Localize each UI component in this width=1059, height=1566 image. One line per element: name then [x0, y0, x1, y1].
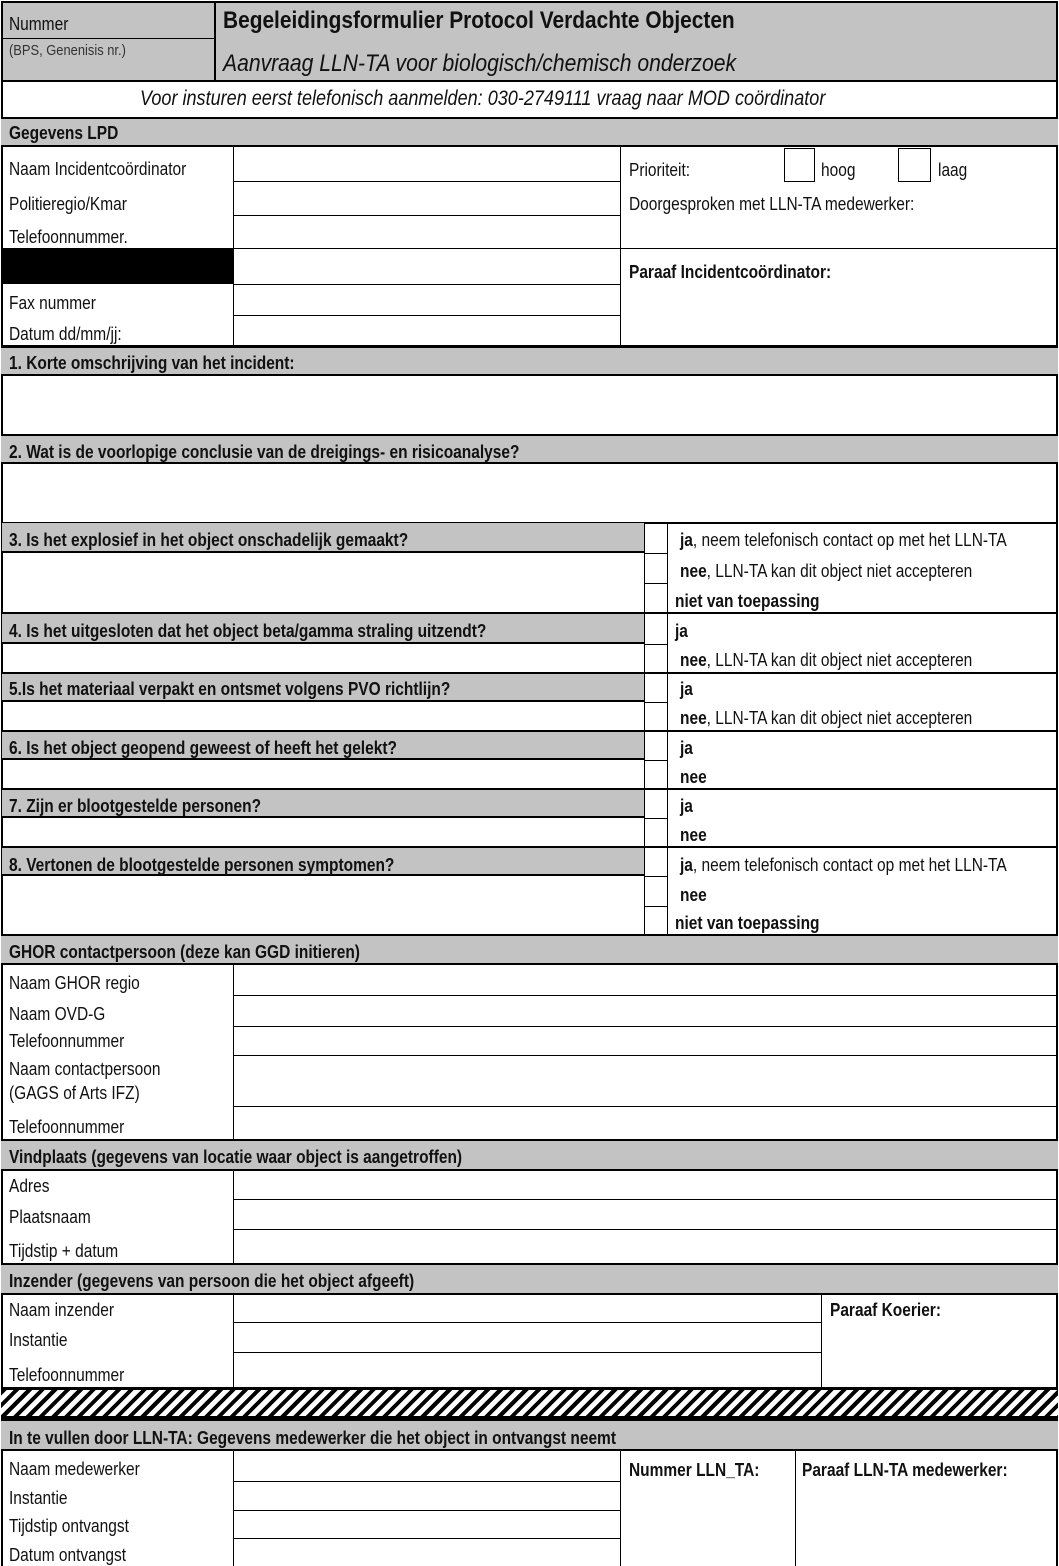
ghor-phone-input[interactable] [235, 1027, 1056, 1054]
q8-option-nvt: niet van toepassing [675, 913, 820, 933]
ghor-label-region: Naam GHOR regio [9, 973, 140, 993]
ghor-heading: GHOR contactpersoon (deze kan GGD initieren) [9, 942, 360, 962]
date-input[interactable] [235, 316, 619, 344]
inzender-label-instantie: Instantie [9, 1330, 68, 1350]
q8-nvt-checkbox[interactable] [645, 907, 667, 934]
field-label-police-region: Politieregio/Kmar [9, 194, 127, 214]
q6-nee-checkbox[interactable] [645, 761, 667, 788]
field-label-phone: Telefoonnummer. [9, 227, 128, 247]
inzender-phone-input[interactable] [235, 1353, 820, 1386]
vindplaats-city-input[interactable] [235, 1200, 1056, 1228]
llnta-employee-input[interactable] [235, 1452, 619, 1480]
priority-high-label: hoog [821, 160, 856, 180]
vindplaats-label-address: Adres [9, 1176, 50, 1196]
q2-answer-area[interactable] [3, 465, 1056, 522]
lpd-heading: Gegevens LPD [9, 123, 119, 143]
q3-option-nee: nee, LLN-TA kan dit object niet accepteren [680, 561, 973, 581]
q1-label: 1. Korte omschrijving van het incident: [9, 353, 295, 373]
q2-label: 2. Wat is de voorlopige conclusie van de dreigings- en risicoanalyse? [9, 442, 520, 462]
nummer-divider [2, 38, 215, 39]
q6-ja-checkbox[interactable] [645, 732, 667, 760]
ghor-label-phone-2: Telefoonnummer [9, 1117, 125, 1137]
llnta-label-employee: Naam medewerker [9, 1459, 140, 1479]
ghor-region-input[interactable] [235, 966, 1056, 994]
llnta-heading: In te vullen door LLN-TA: Gegevens medewerker die het object in ontvangst neemt [9, 1428, 616, 1448]
q5-option-nee: nee, LLN-TA kan dit object niet accepteren [680, 708, 973, 728]
ghor-label-contact-sub: (GAGS of Arts IFZ) [9, 1083, 140, 1103]
q8-ja-checkbox[interactable] [645, 848, 667, 876]
llnta-number-area[interactable] [622, 1485, 794, 1565]
ghor-ovdg-input[interactable] [235, 996, 1056, 1025]
q7-nee-checkbox[interactable] [645, 819, 667, 846]
llnta-time-input[interactable] [235, 1511, 619, 1537]
page-subtitle: Aanvraag LLN-TA voor biologisch/chemisch onderzoek [223, 50, 737, 77]
llnta-number-label: Nummer LLN_TA: [629, 1460, 760, 1480]
q8-label: 8. Vertonen de blootgestelde personen symptomen? [9, 855, 395, 875]
field-label-incident-coordinator: Naam Incidentcoördinator [9, 159, 187, 179]
inzender-heading: Inzender (gegevens van persoon die het object afgeeft) [9, 1271, 415, 1291]
police-region-input[interactable] [235, 182, 619, 214]
q8-nee-checkbox[interactable] [645, 877, 667, 906]
priority-low-label: laag [938, 160, 968, 180]
q5-nee-checkbox[interactable] [645, 703, 667, 730]
q7-option-nee: nee [680, 825, 707, 845]
vindplaats-label-city: Plaatsnaam [9, 1207, 91, 1227]
q6-option-ja: ja [680, 738, 693, 758]
llnta-initials-label: Paraaf LLN-TA medewerker: [802, 1460, 1008, 1480]
ghor-contact-input[interactable] [235, 1056, 1056, 1105]
inzender-label-name: Naam inzender [9, 1300, 114, 1320]
q4-option-nee: nee, LLN-TA kan dit object niet accepteren [680, 650, 973, 670]
q8-option-ja: ja, neem telefonisch contact op met het LLN-TA [680, 855, 1007, 875]
vindplaats-address-input[interactable] [235, 1172, 1056, 1198]
incident-coordinator-input[interactable] [235, 148, 619, 180]
q3-option-ja: ja, neem telefonisch contact op met het LLN-TA [680, 530, 1007, 550]
phone-input[interactable] [235, 216, 619, 247]
q3-nvt-checkbox[interactable] [645, 584, 667, 612]
q4-ja-checkbox[interactable] [645, 614, 667, 644]
llnta-label-date: Datum ontvangst [9, 1545, 127, 1565]
q4-label: 4. Is het uitgesloten dat het object beta/gamma straling uitzendt? [9, 621, 487, 641]
inzender-label-phone: Telefoonnummer [9, 1365, 125, 1385]
nummer-label: Nummer [9, 14, 69, 34]
q7-label: 7. Zijn er blootgestelde personen? [9, 796, 262, 816]
priority-low-checkbox[interactable] [898, 148, 931, 182]
field-label-fax: Fax nummer [9, 293, 96, 313]
ghor-label-contact: Naam contactpersoon [9, 1059, 161, 1079]
q4-option-ja: ja [675, 621, 688, 641]
llnta-label-instantie: Instantie [9, 1488, 68, 1508]
q3-option-nvt: niet van toepassing [675, 591, 820, 611]
vindplaats-label-time: Tijdstip + datum [9, 1241, 119, 1261]
q4-nee-checkbox[interactable] [645, 645, 667, 672]
ghor-label-ovdg: Naam OVD-G [9, 1004, 106, 1024]
priority-high-checkbox[interactable] [784, 148, 815, 182]
q3-nee-checkbox[interactable] [645, 554, 667, 583]
ghor-phone-2-input[interactable] [235, 1107, 1056, 1139]
coordinator-initials-label: Paraaf Incidentcoördinator: [629, 262, 832, 282]
courier-initials-area[interactable] [823, 1325, 1056, 1386]
ghor-label-phone: Telefoonnummer [9, 1031, 125, 1051]
q5-ja-checkbox[interactable] [645, 674, 667, 702]
vindplaats-time-input[interactable] [235, 1230, 1056, 1263]
q7-option-ja: ja [680, 796, 693, 816]
priority-label: Prioriteit: [629, 160, 691, 180]
courier-initials-label: Paraaf Koerier: [830, 1300, 941, 1320]
q3-ja-checkbox[interactable] [645, 524, 667, 553]
q3-label: 3. Is het explosief in het object onschadelijk gemaakt? [9, 530, 409, 550]
q8-option-nee: nee [680, 885, 707, 905]
vindplaats-heading: Vindplaats (gegevens van locatie waar object is aangetroffen) [9, 1147, 463, 1167]
redacted-label [2, 249, 233, 284]
q7-ja-checkbox[interactable] [645, 790, 667, 818]
nummer-sub: (BPS, Genenisis nr.) [9, 42, 126, 59]
redacted-input[interactable] [235, 249, 619, 283]
q6-option-nee: nee [680, 767, 707, 787]
q1-answer-area[interactable] [3, 377, 1056, 433]
q5-label: 5.Is het materiaal verpakt en ontsmet volgens PVO richtlijn? [9, 679, 451, 699]
inzender-name-input[interactable] [235, 1296, 820, 1321]
fax-input[interactable] [235, 285, 619, 314]
llnta-initials-area[interactable] [797, 1485, 1056, 1565]
discussed-with-label: Doorgesproken met LLN-TA medewerker: [629, 194, 915, 214]
q6-label: 6. Is het object geopend geweest of heeft het gelekt? [9, 738, 397, 758]
inzender-instantie-input[interactable] [235, 1323, 820, 1351]
page-title: Begeleidingsformulier Protocol Verdachte Objecten [223, 7, 735, 34]
q5-option-ja: ja [680, 679, 693, 699]
field-label-date: Datum dd/mm/jj: [9, 324, 122, 344]
hatched-separator [1, 1387, 1058, 1419]
llnta-label-time: Tijdstip ontvangst [9, 1516, 129, 1536]
llnta-date-input[interactable] [235, 1539, 619, 1566]
lpd-heading-band [1, 117, 1058, 147]
phone-notice: Voor insturen eerst telefonisch aanmelden: 030-2749111 vraag naar MOD coördinator [140, 87, 826, 110]
llnta-instantie-input[interactable] [235, 1482, 619, 1509]
